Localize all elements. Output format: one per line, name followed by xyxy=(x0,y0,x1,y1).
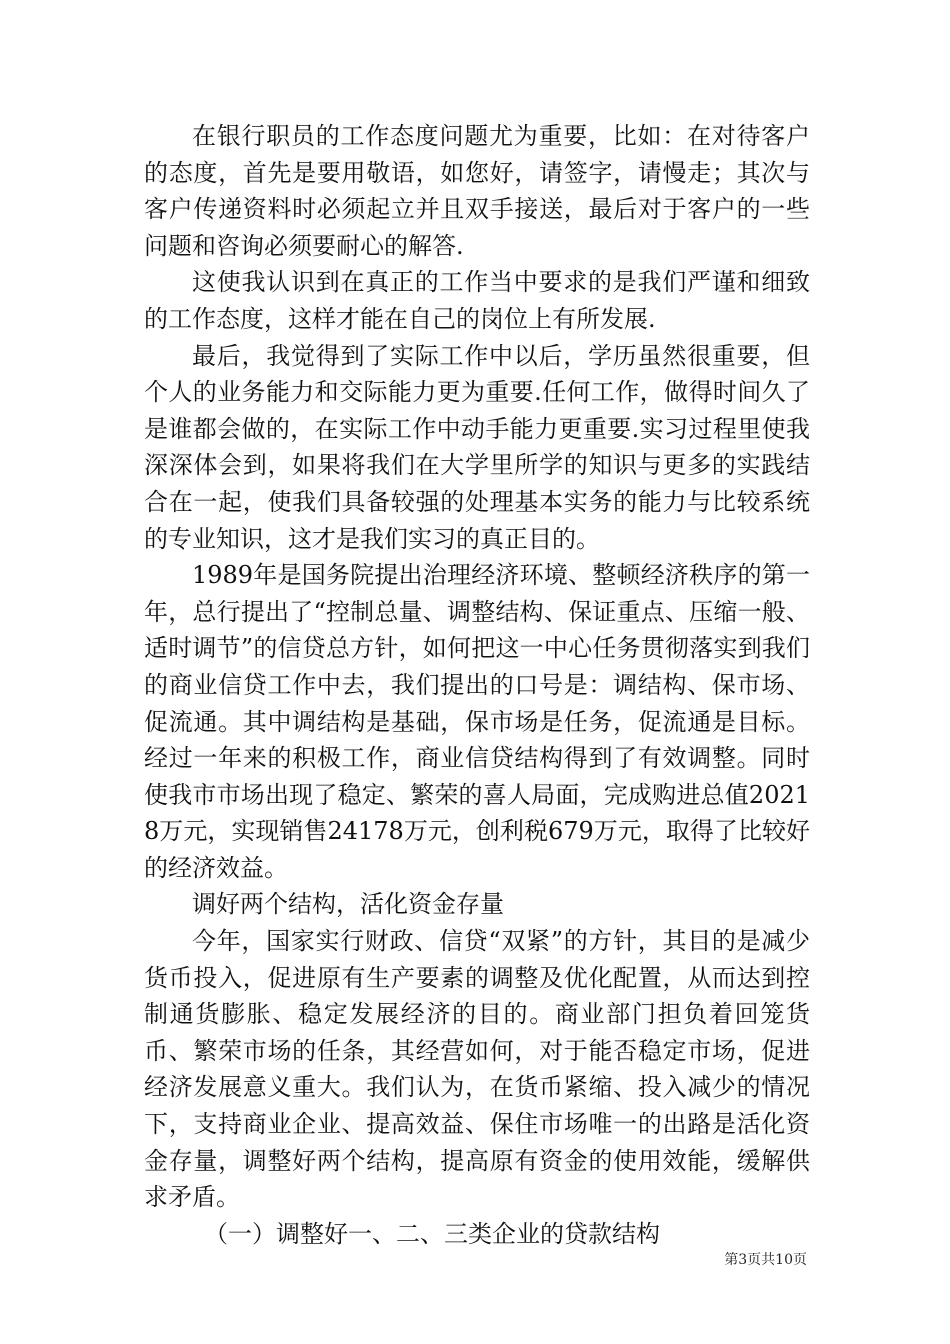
subsection-heading: （一）调整好一、二、三类企业的贷款结构 xyxy=(204,1219,660,1248)
paragraph-this-year: 今年，国家实行财政、信贷“双紧”的方针，其目的是减少货币投入，促进原有生产要素的调整及优化配置，从而达到控制通货膨胀、稳定发展经济的目的。商业部门担负着回笼货币、繁荣市场的任条，其经营如何，对于能否稳定市场，促进经济发展意义重大。我们认为，在货币紧缩、投入减少的情况下，支持商业企业、提高效益、保住市场唯一的出路是活化资金存量，调整好两个结构，提高原有资金的使用效能，缓解供求矛盾。 xyxy=(144,927,810,1212)
section-heading: 调好两个结构，活化资金存量 xyxy=(192,890,504,919)
page-number: 第3页共10页 xyxy=(724,1252,807,1268)
paragraph-realization: 这使我认识到在真正的工作当中要求的是我们严谨和细致的工作态度，这样才能在自己的岗位上有所发展. xyxy=(144,268,810,333)
paragraph-conclusion: 最后，我觉得到了实际工作中以后，学历虽然很重要，但个人的业务能力和交际能力更为重要.任何工作，做得时间久了是谁都会做的，在实际工作中动手能力更重要.实习过程里使我深深体会到，如果将我们在大学里所学的知识与更多的实践结合在一起，使我们具备较强的处理基本实务的能力与比较系统的专业知识，这才是我们实习的真正目的。 xyxy=(144,341,810,553)
paragraph-attitude: 在银行职员的工作态度问题尤为重要，比如：在对待客户的态度，首先是要用敬语，如您好，请签字，请慢走；其次与客户传递资料时必须起立并且双手接送，最后对于客户的一些问题和咨询必须要耐心的解答. xyxy=(144,122,810,260)
paragraph-1989: 1989年是国务院提出治理经济环境、整顿经济秩序的第一年，总行提出了“控制总量、调整结构、保证重点、压缩一般、适时调节”的信贷总方针，如何把这一中心任务贯彻落实到我们的商业信贷工作中去，我们提出的口号是：调结构、保市场、促流通。其中调结构是基础，保市场是任务，促流通是目标。经过一年来的积极工作，商业信贷结构得到了有效调整。同时使我市市场出现了稳定、繁荣的喜人局面，完成购进总值20218万元，实现销售24178万元，创利税679万元，取得了比较好的经济效益。 xyxy=(144,561,810,882)
document-body xyxy=(144,118,810,1252)
